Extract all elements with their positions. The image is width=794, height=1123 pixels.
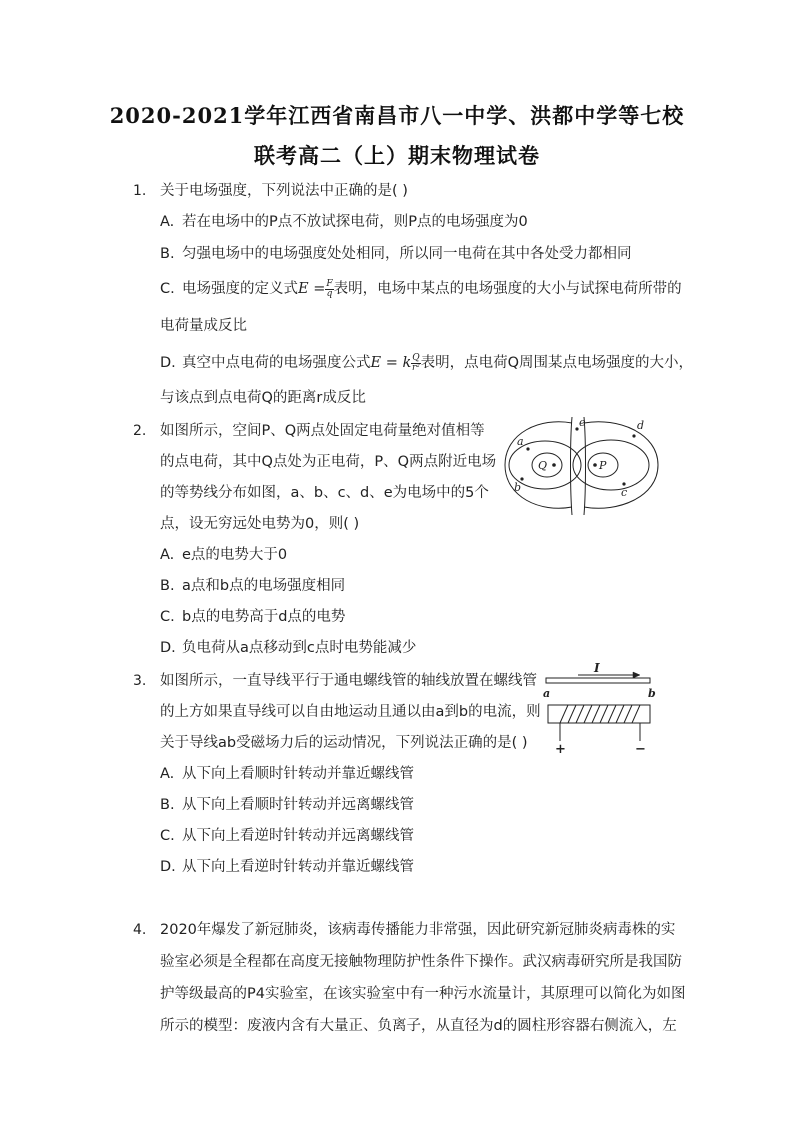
label-a: a bbox=[517, 435, 524, 448]
fraction-denominator: r² bbox=[411, 362, 420, 373]
equipotential-right-outer bbox=[573, 440, 649, 490]
label-plus: + bbox=[555, 742, 566, 755]
option-text: 从下向上看逆时针转动并靠近螺线管 bbox=[182, 859, 414, 875]
question-1-option-d-line-2: 与该点到点电荷Q的距离r成反比 bbox=[160, 390, 366, 406]
label-q: Q bbox=[538, 459, 548, 472]
exam-title-line-1: 2020-2021学年江西省南昌市八一中学、洪都中学等七校 bbox=[109, 103, 685, 128]
question-4-stem-line-1: 2020年爆发了新冠肺炎，该病毒传播能力非常强，因此研究新冠肺炎病毒株的实 bbox=[160, 922, 676, 938]
question-4-stem-line-2: 验室必须是全程都在高度无接触物理防护性条件下操作。武汉病毒研究所是我国防 bbox=[160, 954, 682, 970]
option-text: 若在电场中的P点不放试探电荷，则P点的电场强度为0 bbox=[182, 214, 528, 230]
question-1-stem: 关于电场强度，下列说法中正确的是( ) bbox=[160, 183, 408, 199]
option-text-continued: 表明，点电荷Q周围某点电场强度的大小， bbox=[420, 355, 694, 371]
question-3-option-d[interactable] bbox=[160, 857, 414, 877]
question-2-stem-line-4: 点，设无穷远处电势为0，则( ) bbox=[160, 516, 360, 532]
question-3-number: 3. bbox=[133, 673, 147, 689]
option-text: 真空中点电荷的电场强度公式 bbox=[182, 355, 371, 371]
option-letter: B. bbox=[160, 578, 175, 594]
question-2-stem-line-2: 的点电荷，其中Q点处为正电荷，P、Q两点附近电场 bbox=[160, 454, 497, 470]
question-2-option-b[interactable] bbox=[160, 576, 345, 596]
question-3-option-a[interactable] bbox=[160, 764, 414, 784]
option-letter: C. bbox=[160, 281, 175, 297]
question-3-stem-line-3: 关于导线ab受磁场力后的运动情况，下列说法正确的是( ) bbox=[160, 735, 528, 751]
question-3-stem-line-2: 的上方如果直导线可以自由地运动且通以由a到b的电流，则 bbox=[160, 704, 541, 720]
label-current-i: I bbox=[594, 663, 600, 675]
option-letter: D. bbox=[160, 640, 176, 656]
equipotential-center-right bbox=[584, 417, 586, 515]
question-3-stem-line-1: 如图所示，一直导线平行于通电螺线管的轴线放置在螺线管 bbox=[160, 673, 537, 689]
question-4-stem-line-3: 护等级最高的P4实验室，在该实验室中有一种污水流量计，其原理可以简化为如图 bbox=[160, 986, 686, 1002]
option-text: 电场强度的定义式 bbox=[182, 281, 298, 297]
option-letter: C. bbox=[160, 828, 175, 844]
label-d: d bbox=[637, 419, 645, 432]
point-a-dot bbox=[526, 447, 529, 450]
question-1-option-b[interactable] bbox=[160, 244, 632, 264]
formula-fraction bbox=[411, 354, 420, 373]
question-1-number: 1. bbox=[133, 183, 147, 199]
option-letter: D. bbox=[160, 859, 176, 875]
label-p: P bbox=[599, 459, 607, 472]
option-letter: A. bbox=[160, 547, 175, 563]
label-wire-a: a bbox=[543, 687, 551, 700]
question-3-option-c[interactable] bbox=[160, 826, 414, 846]
option-letter: A. bbox=[160, 766, 175, 782]
charge-q-dot bbox=[552, 463, 556, 467]
option-letter: C. bbox=[160, 609, 175, 625]
current-arrow-head bbox=[633, 672, 640, 678]
question-4-stem-line-4: 所示的模型：废液内含有大量正、负离子，从直径为d的圆柱形容器右侧流入，左 bbox=[160, 1018, 677, 1034]
question-4-number: 4. bbox=[133, 922, 147, 938]
option-text: a点和b点的电场强度相同 bbox=[182, 578, 346, 594]
option-text: 从下向上看顺时针转动并远离螺线管 bbox=[182, 797, 414, 813]
question-2-stem-line-1: 如图所示，空间P、Q两点处固定电荷量绝对值相等 bbox=[160, 423, 485, 439]
option-text: 从下向上看逆时针转动并远离螺线管 bbox=[182, 828, 414, 844]
solenoid-figure bbox=[538, 663, 663, 755]
question-1-option-c[interactable] bbox=[160, 279, 682, 299]
charge-p-dot bbox=[593, 463, 597, 467]
equipotential-center-left bbox=[571, 417, 573, 515]
question-2-option-c[interactable] bbox=[160, 607, 345, 627]
straight-wire bbox=[546, 678, 650, 683]
option-text: 从下向上看顺时针转动并靠近螺线管 bbox=[182, 766, 414, 782]
fraction-numerator: Q bbox=[412, 352, 420, 363]
exam-title-line-2: 联考高二（上）期末物理试卷 bbox=[254, 143, 540, 168]
option-text: e点的电势大于0 bbox=[182, 547, 288, 563]
fraction-denominator: q bbox=[326, 288, 333, 299]
option-letter: D. bbox=[160, 355, 176, 371]
label-minus: − bbox=[635, 742, 646, 755]
formula-lhs: E = k bbox=[370, 355, 412, 371]
option-text: b点的电势高于d点的电势 bbox=[182, 609, 346, 625]
option-letter: B. bbox=[160, 797, 175, 813]
question-1-option-d[interactable] bbox=[160, 353, 693, 373]
formula-lhs: E = bbox=[298, 281, 326, 297]
option-letter: A. bbox=[160, 214, 175, 230]
label-e: e bbox=[579, 416, 586, 429]
label-wire-b: b bbox=[648, 687, 656, 700]
question-1-option-c-line-2: 电荷量成反比 bbox=[160, 318, 247, 334]
point-d-dot bbox=[632, 434, 635, 437]
question-2-option-a[interactable] bbox=[160, 545, 287, 565]
equipotential-figure bbox=[500, 415, 665, 520]
option-text: 匀强电场中的电场强度处处相同，所以同一电荷在其中各处受力都相同 bbox=[182, 246, 632, 262]
option-letter: B. bbox=[160, 246, 175, 262]
question-2-stem-line-3: 的等势线分布如图，a、b、c、d、e为电场中的5个 bbox=[160, 485, 489, 501]
question-2-option-d[interactable] bbox=[160, 638, 416, 658]
label-b: b bbox=[514, 481, 522, 494]
option-text-continued: 表明，电场中某点的电场强度的大小与试探电荷所带的 bbox=[333, 281, 682, 297]
question-2-number: 2. bbox=[133, 423, 147, 439]
question-3-option-b[interactable] bbox=[160, 795, 414, 815]
formula-fraction bbox=[325, 280, 333, 299]
fraction-numerator: F bbox=[326, 278, 333, 289]
label-c: c bbox=[621, 486, 628, 499]
option-text: 负电荷从a点移动到c点时电势能减少 bbox=[182, 640, 417, 656]
question-1-option-a[interactable] bbox=[160, 212, 528, 232]
